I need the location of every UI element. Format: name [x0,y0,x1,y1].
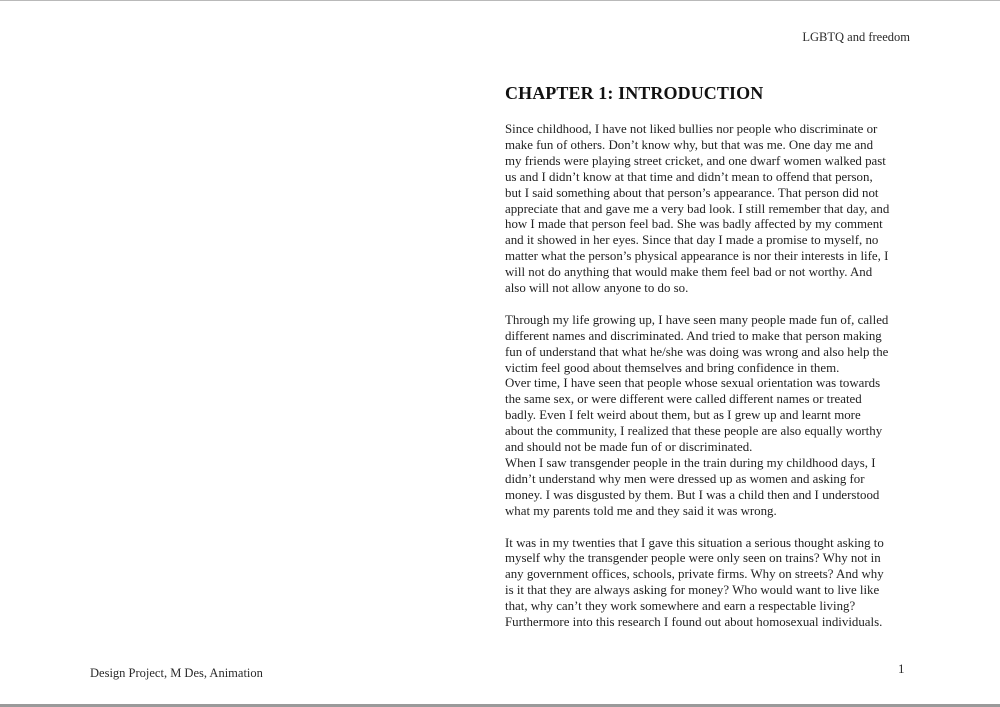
footer-text: Design Project, M Des, Animation [90,666,263,680]
text-line: badly. Even I felt weird about them, but as I grew up and learnt more [505,408,861,423]
text-line: the same sex, or were different were called different names or treated [505,392,862,407]
text-line: When I saw transgender people in the train during my childhood days, I [505,456,876,471]
text-line: us and I didn’t know at that time and didn’t mean to offend that person, [505,169,873,184]
text-line: different names and discriminated. And tried to make that person making [505,328,882,343]
chapter-title: CHAPTER 1: INTRODUCTION [505,83,764,103]
text-line: also will not allow anyone to do so. [505,281,689,296]
text-line: Since childhood, I have not liked bullies nor people who discriminate or [505,122,878,136]
text-line: that, why can’t they work somewhere and earn a respectable living? [505,599,856,614]
text-line: didn’t understand why men were dressed up as women and asking for [505,471,865,486]
paragraph [505,122,905,297]
paragraph [505,313,905,520]
text-line: Through my life growing up, I have seen many people made fun of, called [505,312,889,327]
text-line: make fun of others. Don’t know why, but that was me. One day me and [505,137,874,152]
text-line: matter what the person’s physical appearance is nor their interests in life, I [505,249,889,264]
text-line: any government offices, schools, private firms. Why on streets? And why [505,567,884,582]
text-line: myself why the transgender people were only seen on trains? Why not in [505,551,881,566]
text-line: and it showed in her eyes. Since that day I made a promise to myself, no [505,233,879,248]
body-text [505,122,905,631]
text-line: what my parents told me and they said it was wrong. [505,503,777,518]
text-line: is it that they are always asking for money? Who would want to live like [505,583,880,598]
text-line: victim feel good about themselves and bring confidence in them. [505,360,840,375]
text-line: money. I was disgusted by them. But I was a child then and I understood [505,487,880,502]
text-line: fun of understand that what he/she was doing was wrong and also help the [505,344,889,359]
paragraph [505,536,905,631]
page-number: 1 [898,661,905,676]
page-top-edge [0,0,1000,1]
text-line: appreciate that and gave me a very bad look. I still remember that day, and [505,201,890,216]
text-line: about the community, I realized that these people are also equally worthy [505,424,883,439]
text-line: Furthermore into this research I found out about homosexual individuals. [505,615,883,630]
paragraph-gap [505,297,905,313]
text-line: my friends were playing street cricket, and one dwarf women walked past [505,153,886,168]
text-line: and should not be made fun of or discriminated. [505,440,753,455]
text-line: Over time, I have seen that people whose sexual orientation was towards [505,376,881,391]
text-line: but I said something about that person’s appearance. That person did not [505,185,879,200]
text-line: how I made that person feel bad. She was badly affected by my comment [505,217,883,232]
text-line: It was in my twenties that I gave this situation a serious thought asking to [505,535,884,550]
paragraph-gap [505,520,905,536]
text-line: will not do anything that would make them feel bad or not worthy. And [505,265,873,280]
running-head: LGBTQ and freedom [802,30,910,44]
